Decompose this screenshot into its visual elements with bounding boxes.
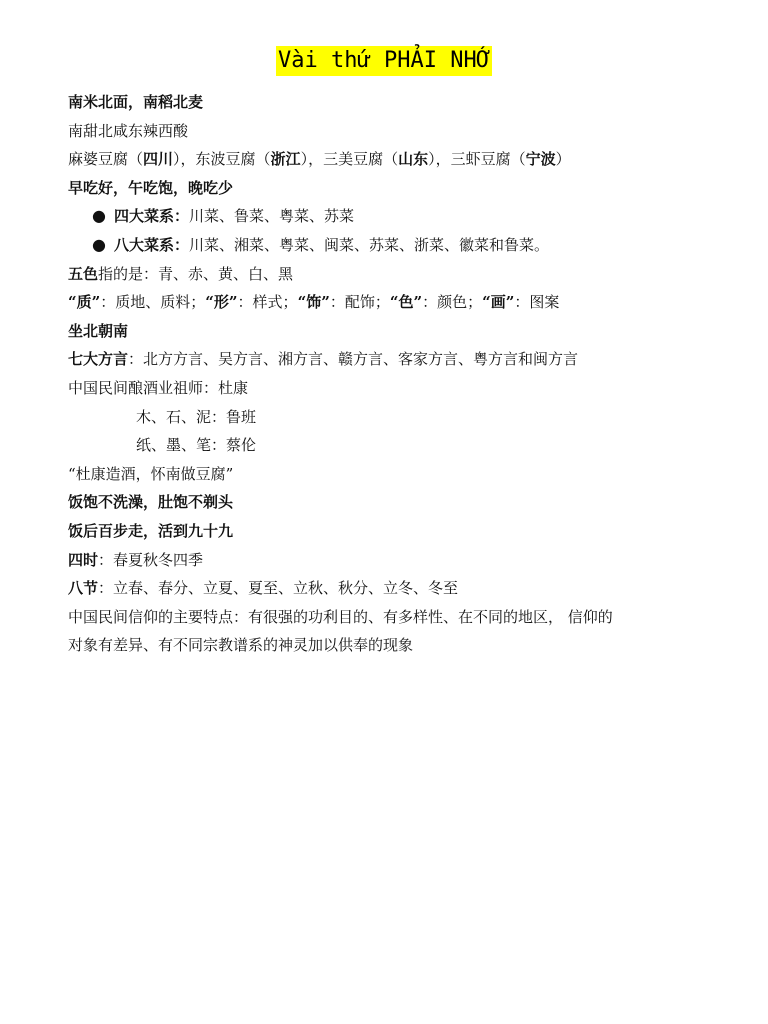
title-container xyxy=(0,46,768,76)
line-paper-patron xyxy=(68,431,708,460)
term-color: “色” xyxy=(389,293,423,312)
eight-cuisines-label: 八大菜系： xyxy=(114,235,190,254)
term-decoration: “饰” xyxy=(297,293,330,312)
eight-festivals-label: 八节 xyxy=(68,579,99,598)
line-rice-noodles-text: 南米北面，南稻北麦 xyxy=(68,93,204,111)
line-meals-text: 早吃好，午吃饱，晚吃少 xyxy=(68,178,234,197)
line-carpentry-patron xyxy=(68,403,708,432)
saying-dukang-text: “杜康造酒，怀南做豆腐” xyxy=(68,464,234,483)
four-cuisines-text: 川菜、鲁菜、粤菜、苏菜 xyxy=(189,207,355,226)
line-quality-form xyxy=(68,288,708,317)
line-wine-patron xyxy=(68,374,708,403)
folk-belief-text-1: 中国民间信仰的主要特点：有很强的功利目的、有多样性、在不同的地区， 信仰的 xyxy=(68,607,613,626)
eight-cuisines-text: 川菜、湘菜、粤菜、闽菜、苏菜、浙菜、徽菜和鲁菜。 xyxy=(189,235,550,254)
eight-festivals-text: ：立春、春分、立夏、夏至、立秋、秋分、立冬、冬至 xyxy=(98,579,459,598)
tofu-part-a: 麻婆豆腐（ xyxy=(68,150,144,169)
page-title: Vài thứ PHẢI NHỚ xyxy=(276,46,492,76)
line-orientation xyxy=(68,317,708,346)
line-orientation-text: 坐北朝南 xyxy=(68,321,129,340)
def-color: ：颜色； xyxy=(422,293,483,312)
term-pattern: “画” xyxy=(482,293,515,312)
bullet-icon: ● xyxy=(92,206,106,226)
list-item-eight-cuisines xyxy=(68,231,708,260)
dialects-label: 七大方言 xyxy=(68,350,129,369)
tofu-part-b: ），东波豆腐（ xyxy=(173,150,271,169)
line-saying-walk xyxy=(68,517,708,546)
line-flavors-text: 南甜北咸东辣西酸 xyxy=(68,121,189,140)
paper-patron-text: 纸、墨、笔：蔡伦 xyxy=(136,436,257,455)
tofu-part-c: ），三美豆腐（ xyxy=(300,150,399,169)
def-quality: ：质地、质料； xyxy=(100,293,206,312)
list-item-four-cuisines xyxy=(68,202,708,231)
saying-walk-text: 饭后百步走，活到九十九 xyxy=(68,521,234,540)
folk-belief-text-2: 对象有差异、有不同宗教谱系的神灵加以供奉的现象 xyxy=(68,636,414,655)
line-folk-belief-2 xyxy=(68,631,708,660)
carpentry-patron-text: 木、石、泥：鲁班 xyxy=(136,407,257,426)
four-seasons-text: ：春夏秋冬四季 xyxy=(98,550,204,569)
dialects-text: ：北方方言、吴方言、湘方言、赣方言、客家方言、粤方言和闽方言 xyxy=(128,350,579,369)
line-four-seasons xyxy=(68,546,708,575)
line-saying-bath xyxy=(68,488,708,517)
wine-patron-text: 中国民间酿酒业祖师：杜康 xyxy=(68,378,249,397)
def-form: ：样式； xyxy=(237,293,298,312)
line-five-colors xyxy=(68,260,708,289)
def-pattern: ：图案 xyxy=(514,293,560,312)
tofu-place-ningbo: 宁波 xyxy=(525,150,556,169)
def-decoration: ：配饰； xyxy=(329,293,390,312)
tofu-place-shandong: 山东 xyxy=(398,150,429,169)
bullet-icon: ● xyxy=(92,234,106,254)
term-quality: “质” xyxy=(68,293,101,312)
five-colors-text: 指的是：青、赤、黄、白、黑 xyxy=(98,264,294,283)
line-rice-noodles xyxy=(68,88,708,117)
term-form: “形” xyxy=(205,293,238,312)
five-colors-label: 五色 xyxy=(68,264,99,283)
line-dialects xyxy=(68,345,708,374)
saying-bath-text: 饭饱不洗澡，肚饱不剃头 xyxy=(68,493,234,512)
tofu-part-e: ） xyxy=(555,150,571,169)
line-meals xyxy=(68,174,708,203)
line-tofu xyxy=(68,145,708,174)
line-saying-dukang xyxy=(68,460,708,489)
tofu-place-sichuan: 四川 xyxy=(143,150,174,169)
line-folk-belief-1 xyxy=(68,603,708,632)
four-seasons-label: 四时 xyxy=(68,550,99,569)
four-cuisines-label: 四大菜系： xyxy=(114,207,190,226)
tofu-place-zhejiang: 浙江 xyxy=(270,150,301,169)
line-eight-festivals xyxy=(68,574,708,603)
document-body xyxy=(68,88,708,660)
line-flavors xyxy=(68,117,708,146)
tofu-part-d: ），三虾豆腐（ xyxy=(428,150,526,169)
